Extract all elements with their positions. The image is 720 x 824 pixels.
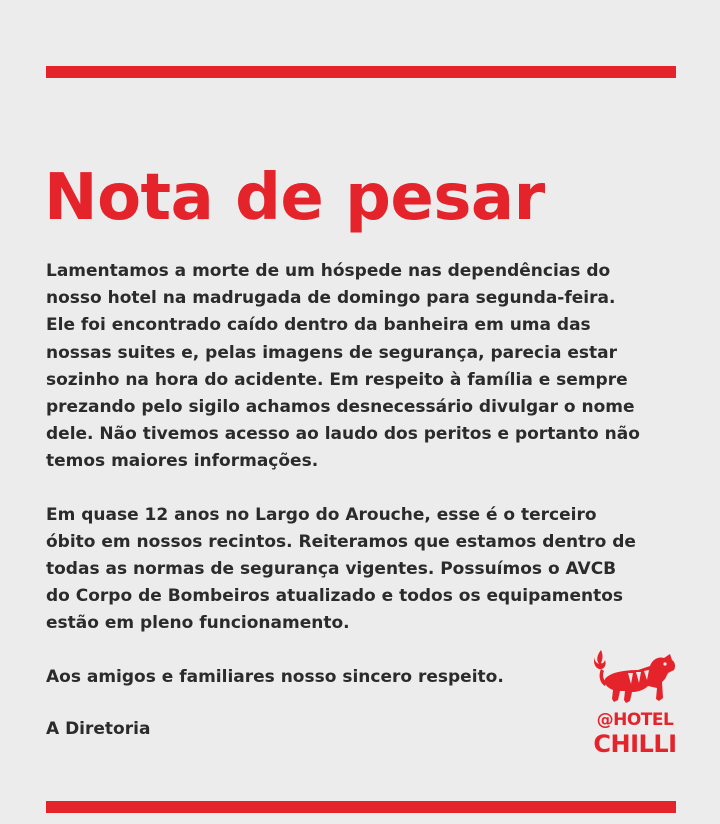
paragraph-1-line: Ele foi encontrado caído dentro da banheira em uma das	[46, 315, 591, 336]
logo-name-text: CHILLI	[593, 730, 677, 758]
paragraph-2-line: Em quase 12 anos no Largo do Arouche, esse é o terceiro	[46, 504, 597, 525]
paragraph-2-line: do Corpo de Bombeiros atualizado e todos os equipamentos	[46, 586, 624, 607]
logo-handle-text: @HOTEL	[596, 710, 674, 730]
signature: A Diretoria	[46, 718, 151, 739]
closing-line: Aos amigos e familiares nosso sincero respeito.	[46, 666, 504, 687]
paragraph-1-line: Lamentamos a morte de um hóspede nas dependências do	[46, 261, 611, 281]
paragraph-1-line: temos maiores informações.	[46, 451, 319, 472]
bottom-divider-bar	[46, 801, 676, 813]
top-divider-bar	[46, 66, 676, 78]
hotel-chilli-logo	[590, 646, 680, 762]
paragraph-1-line: nossas suites e, pelas imagens de segurança, parecia estar	[46, 342, 617, 363]
paragraph-1-line: dele. Não tivemos acesso ao laudo dos peritos e portanto não	[46, 424, 640, 445]
paragraph-2	[46, 502, 686, 638]
page-title: Nota de pesar	[44, 161, 545, 235]
paragraph-1-line: nosso hotel na madrugada de domingo para segunda-feira.	[46, 288, 616, 309]
paragraph-1-line: sozinho na hora do acidente. Em respeito à família e sempre	[46, 369, 628, 390]
paragraph-1-line: prezando pelo sigilo achamos desnecessário divulgar o nome	[46, 397, 635, 418]
paragraph-2-line: todas as normas de segurança vigentes. Possuímos o AVCB	[46, 559, 617, 580]
tiger-icon	[592, 646, 678, 710]
paragraph-2-line: óbito em nossos recintos. Reiteramos que estamos dentro de	[46, 531, 636, 552]
paragraph-2-line: estão em pleno funcionamento.	[46, 613, 350, 634]
paragraph-1	[46, 258, 686, 476]
